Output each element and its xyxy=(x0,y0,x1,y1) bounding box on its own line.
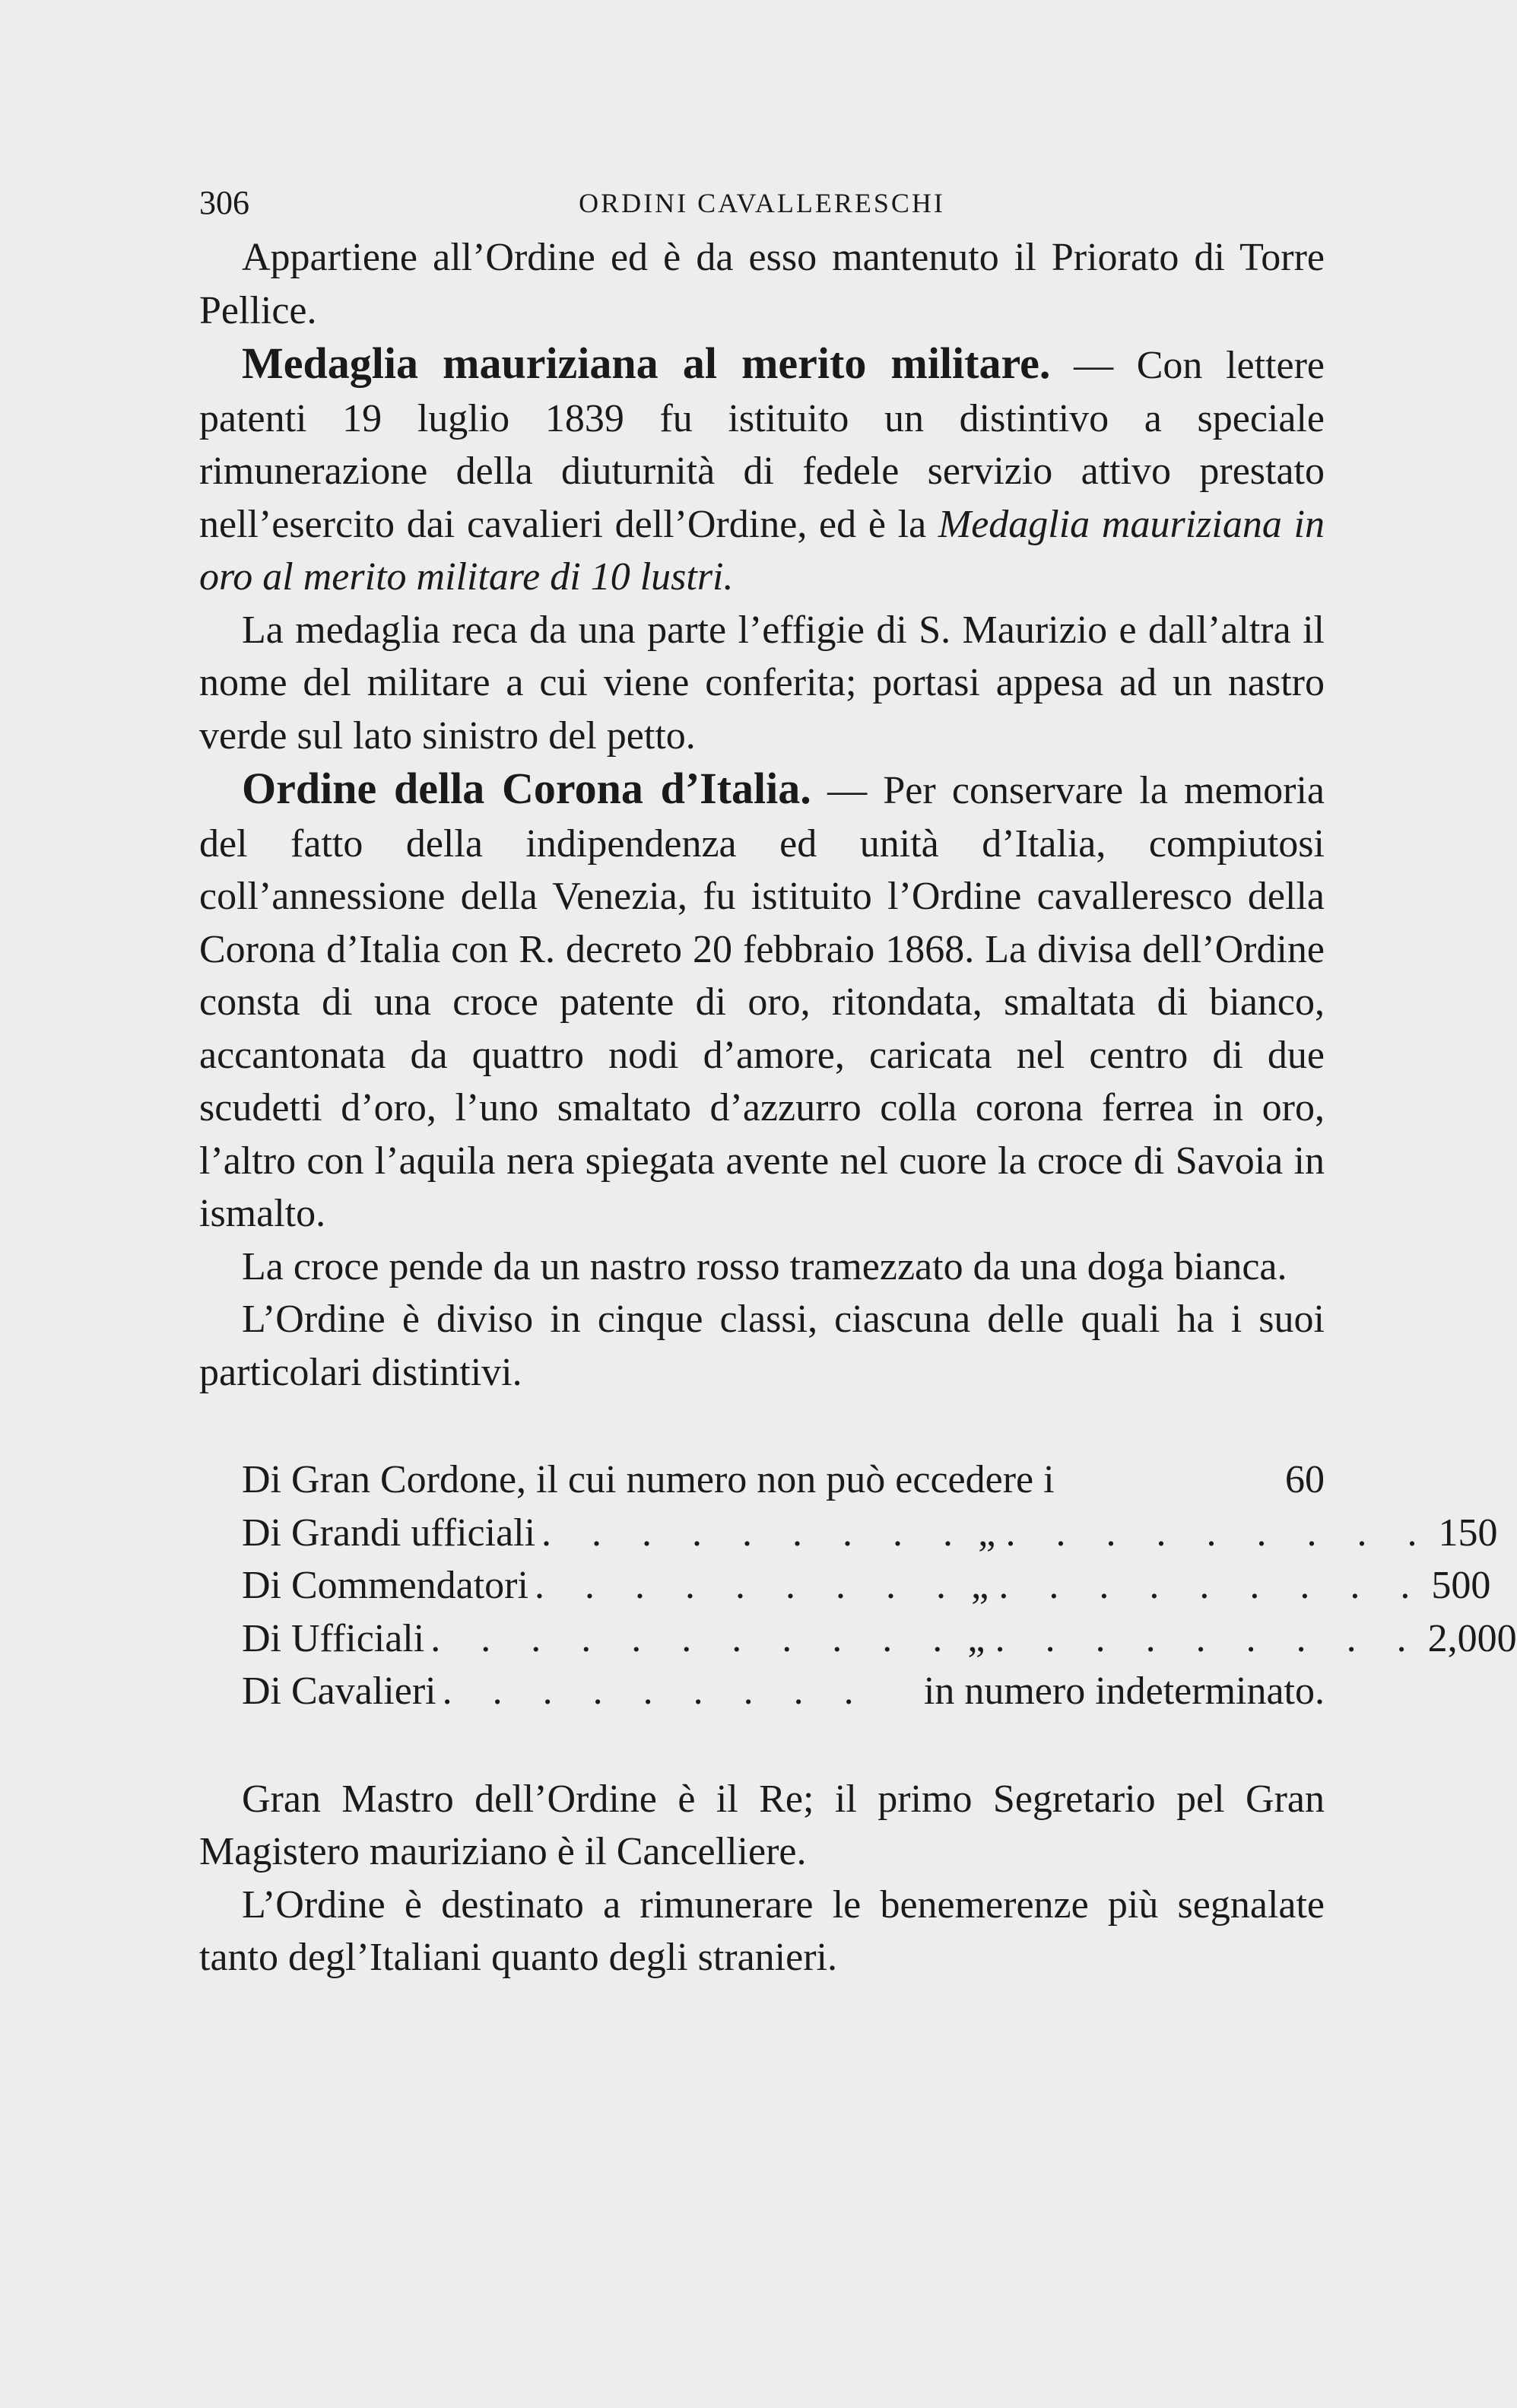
paragraph-destinazione: L’Ordine è destinato a rimunerare le benemerenze più segnalate tanto degl’Italiani quanto degli stranieri. xyxy=(199,1882,1325,1979)
class-value: 150 xyxy=(1438,1511,1498,1555)
ditto-mark: „ xyxy=(971,1564,989,1607)
class-row xyxy=(199,1612,1517,1666)
class-label: Di Gran Cordone, il cui numero non può eccedere i xyxy=(242,1458,1055,1501)
leader-dots: . . . . . . . . . xyxy=(534,1564,961,1607)
class-value: 500 xyxy=(1431,1564,1491,1607)
paragraph-priorato: Appartiene all’Ordine ed è da esso mantenuto il Priorato di Torre Pellice. xyxy=(199,236,1325,332)
leader-dots: . . . . . . . . . xyxy=(998,1564,1426,1607)
ditto-mark: „ xyxy=(967,1616,985,1660)
section-heading-corona: Ordine della Corona d’Italia. xyxy=(242,764,811,813)
classes-list xyxy=(199,1453,1517,1718)
paragraph-text: — Per conservare la memoria del fatto della indipendenza ed unità d’Italia, compiutosi coll’annessione della Venezia, fu istituito l’Ordine cavalleresco della Corona d’Italia con R. decreto 20 febbraio 1868. La divisa dell’Ordine consta di una croce patente di oro, ritondata, smaltata di bianco, accantonata da quattro nodi d’amore, caricata nel centro di due scudetti d’oro, l’uno smaltato d’azzurro colla corona ferrea in oro, l’altro con l’aquila nera spiegata avente nel cuore la croce di Savoia in ismalto. xyxy=(199,769,1325,1235)
class-row xyxy=(199,1453,1325,1507)
class-label: Di Grandi ufficiali xyxy=(242,1511,536,1555)
paragraph-text: — Con lettere patenti 19 luglio 1839 fu istituito un distintivo a speciale rimunerazione della diuturnità di fedele servizio attivo prestato nell’esercito dai cavalieri dell’Ordine, ed è la xyxy=(199,344,1325,546)
page-number: 306 xyxy=(199,184,249,221)
paragraph-gran-mastro: Gran Mastro dell’Ordine è il Re; il primo Segretario pel Gran Magistero mauriziano è il Cancelliere. xyxy=(199,1777,1325,1873)
class-label: Di Ufficiali xyxy=(242,1616,425,1660)
class-value: 2,000 xyxy=(1427,1616,1517,1660)
leader-dots: . . . . . . . . . xyxy=(442,1669,869,1713)
paragraph-medaglia-description: La medaglia reca da una parte l’effigie di S. Maurizio e dall’altra il nome del militare a cui viene conferita; portasi appesa ad un nastro verde sul lato sinistro del petto. xyxy=(199,608,1325,758)
leader-dots: . . . . . . . . . xyxy=(1005,1511,1433,1555)
paragraph-croce: La croce pende da un nastro rosso tramezzato da una doga bianca. xyxy=(242,1244,1287,1288)
class-label: Di Cavalieri xyxy=(242,1669,436,1713)
section-heading-medaglia: Medaglia mauriziana al merito militare. xyxy=(242,338,1051,388)
class-value: in numero indeterminato. xyxy=(923,1669,1325,1713)
running-title: ORDINI CAVALLERESCHI xyxy=(579,188,945,218)
leader-dots: . . . . . . . . . xyxy=(541,1511,969,1555)
leader-dots: . . . . . . . . . . . xyxy=(430,1616,958,1660)
page-body xyxy=(199,231,1517,1984)
class-row xyxy=(199,1507,1498,1560)
ditto-mark: „ xyxy=(978,1511,996,1555)
class-value: 60 xyxy=(1285,1458,1325,1501)
leader-dots: . . . . . . . . . xyxy=(995,1616,1422,1660)
running-header xyxy=(199,176,1325,230)
paragraph-medaglia xyxy=(199,337,1325,604)
paragraph-classi: L’Ordine è diviso in cinque classi, ciascuna delle quali ha i suoi particolari distintivi. xyxy=(199,1298,1325,1394)
class-row xyxy=(199,1559,1491,1612)
italic-medal-name: Medaglia mauriziana in oro al merito militare di 10 lustri. xyxy=(199,502,1325,599)
paragraph-corona xyxy=(199,762,1325,1241)
class-row xyxy=(199,1665,1325,1718)
class-label: Di Commendatori xyxy=(242,1564,528,1607)
